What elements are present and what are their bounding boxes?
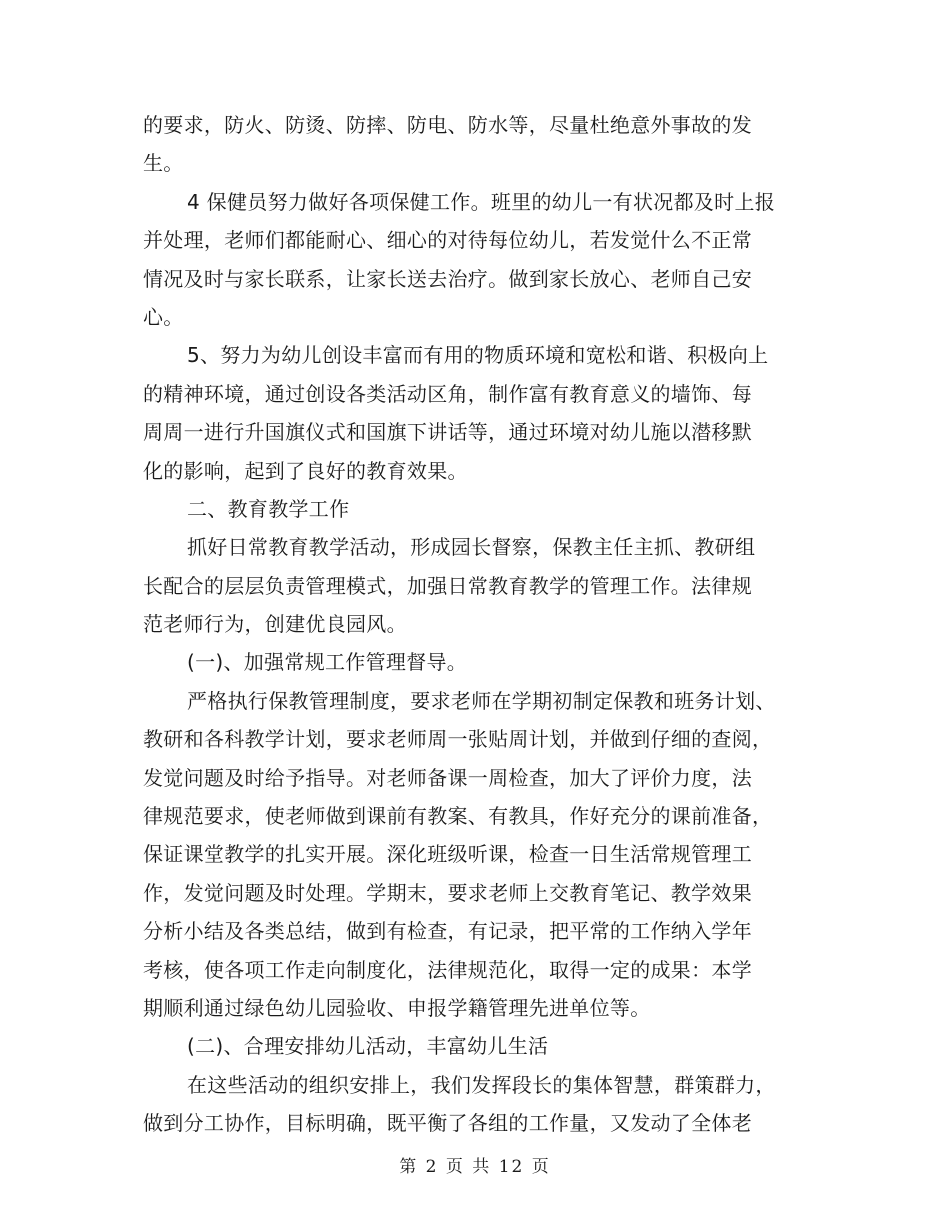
text-line: 长配合的层层负责管理模式，加强日常教育教学的管理工作。法律规 — [143, 573, 752, 598]
text-line: 生。 — [143, 151, 184, 176]
text-line: 心。 — [143, 304, 184, 329]
text-line: 的要求，防火、防烫、防摔、防电、防水等，尽量杜绝意外事故的发 — [143, 113, 752, 137]
page-number-footer: 第 2 页 共 12 页 — [399, 1157, 551, 1177]
text-line: 情况及时与家长联系，让家长送去治疗。做到家长放心、老师自己安 — [143, 266, 752, 291]
subsection-heading: (二)、合理安排幼儿活动，丰富幼儿生活 — [187, 1034, 549, 1059]
paragraph-start: 抓好日常教育教学活动，形成园长督察，保教主任主抓、教研组 — [187, 535, 756, 560]
text-line: 化的影响，起到了良好的教育效果。 — [143, 458, 468, 483]
paragraph-start: 5、努力为幼儿创设丰富而有用的物质环境和宽松和谐、积极向上 — [187, 343, 769, 368]
text-line: 周周一进行升国旗仪式和国旗下讲话等，通过环境对幼儿施以潜移默 — [143, 420, 752, 445]
text-line: 发觉问题及时给予指导。对老师备课一周检查，加大了评价力度，法 — [143, 765, 752, 790]
text-line: 范老师行为，创建优良园风。 — [143, 612, 407, 637]
text-line: 作，发觉问题及时处理。学期末，要求老师上交教育笔记、教学效果 — [143, 880, 752, 905]
subsection-heading: (一)、加强常规工作管理督导。 — [187, 650, 468, 675]
section-heading: 二、教育教学工作 — [187, 496, 350, 521]
text-line: 的精神环境，通过创设各类活动区角，制作富有教育意义的墙饰、每 — [143, 381, 752, 406]
text-line: 并处理，老师们都能耐心、细心的对待每位幼儿，若发觉什么不正常 — [143, 228, 752, 253]
paragraph-start: 严格执行保教管理制度，要求老师在学期初制定保教和班务计划、 — [187, 688, 776, 713]
paragraph-start: 在这些活动的组织安排上，我们发挥段长的集体智慧，群策群力， — [187, 1072, 776, 1097]
text-line: 期顺利通过绿色幼儿园验收、申报学籍管理先进单位等。 — [143, 995, 651, 1020]
text-line: 保证课堂教学的扎实开展。深化班级听课，检查一日生活常规管理工 — [143, 842, 752, 867]
paragraph-start: 4 保健员努力做好各项保健工作。班里的幼儿一有状况都及时上报 — [187, 189, 776, 214]
text-line: 教研和各科教学计划，要求老师周一张贴周计划，并做到仔细的查阅， — [143, 727, 773, 752]
text-line: 分析小结及各类总结，做到有检查，有记录，把平常的工作纳入学年 — [143, 919, 752, 944]
text-line: 律规范要求，使老师做到课前有教案、有教具，作好充分的课前准备， — [143, 804, 773, 829]
document-body — [143, 106, 813, 1143]
text-line: 做到分工协作，目标明确，既平衡了各组的工作量，又发动了全体老 — [143, 1111, 752, 1136]
text-line: 考核，使各项工作走向制度化，法律规范化，取得一定的成果：本学 — [143, 957, 752, 982]
